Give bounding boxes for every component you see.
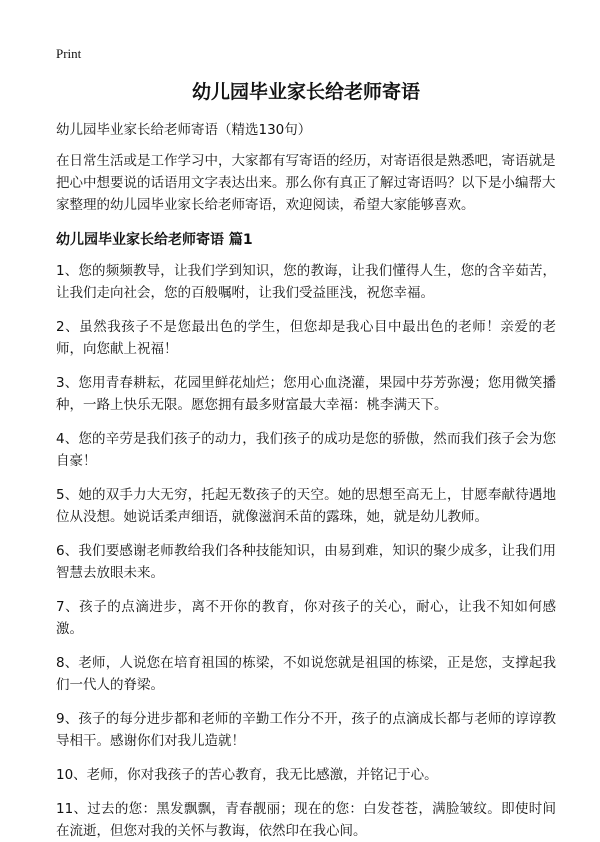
article xyxy=(56,76,556,842)
page-title: 幼儿园毕业家长给老师寄语 xyxy=(191,81,420,103)
list-item: 1、您的频频教导，让我们学到知识，您的教诲，让我们懂得人生，您的含辛茹苦，让我们走向社会，您的百般嘱咐，让我们受益匪浅，祝您幸福。 xyxy=(56,263,556,301)
message-list xyxy=(56,260,556,842)
section-heading: 幼儿园毕业家长给老师寄语 篇1 xyxy=(56,232,253,248)
list-item: 3、您用青春耕耘，花园里鲜花灿烂；您用心血浇灌，果园中芬芳弥漫；您用微笑播种，一路上快乐无限。愿您拥有最多财富最大幸福：桃李满天下。 xyxy=(56,375,556,413)
print-link[interactable]: Print xyxy=(56,46,82,61)
list-item: 5、她的双手力大无穷，托起无数孩子的天空。她的思想至高无上，甘愿奉献待遇地位从没想。她说话柔声细语，就像滋润禾苗的露珠，她，就是幼儿教师。 xyxy=(56,487,556,525)
list-item: 6、我们要感谢老师教给我们各种技能知识，由易到难，知识的聚少成多，让我们用智慧去放眼未来。 xyxy=(56,543,556,581)
list-item: 10、老师，你对我孩子的苦心教育，我无比感激，并铭记于心。 xyxy=(56,767,438,783)
list-item: 8、老师，人说您在培育祖国的栋梁，不如说您就是祖国的栋梁，正是您，支撑起我们一代人的脊梁。 xyxy=(56,655,556,693)
intro-paragraph: 在日常生活或是工作学习中，大家都有写寄语的经历，对寄语很是熟悉吧，寄语就是把心中想要说的话语用文字表达出来。那么你有真正了解过寄语吗？以下是小编帮大家整理的幼儿园毕业家长给老师寄语，欢迎阅读，希望大家能够喜欢。 xyxy=(56,153,556,213)
list-item: 11、过去的您：黑发飘飘，青春靓丽；现在的您：白发苍苍，满脸皱纹。即使时间在流逝，但您对我的关怀与教诲，依然印在我心间。 xyxy=(56,801,556,839)
list-item: 7、孩子的点滴进步，离不开你的教育，你对孩子的关心，耐心，让我不知如何感激。 xyxy=(56,599,556,637)
list-item: 2、虽然我孩子不是您最出色的学生，但您却是我心目中最出色的老师！亲爱的老师，向您献上祝福！ xyxy=(56,319,556,357)
list-item: 4、您的辛劳是我们孩子的动力，我们孩子的成功是您的骄傲，然而我们孩子会为您自豪！ xyxy=(56,431,556,469)
article-subtitle: 幼儿园毕业家长给老师寄语（精选130句） xyxy=(56,122,312,138)
list-item: 9、孩子的每分进步都和老师的辛勤工作分不开，孩子的点滴成长都与老师的谆谆教导相干。感谢你们对我儿造就！ xyxy=(56,711,556,749)
